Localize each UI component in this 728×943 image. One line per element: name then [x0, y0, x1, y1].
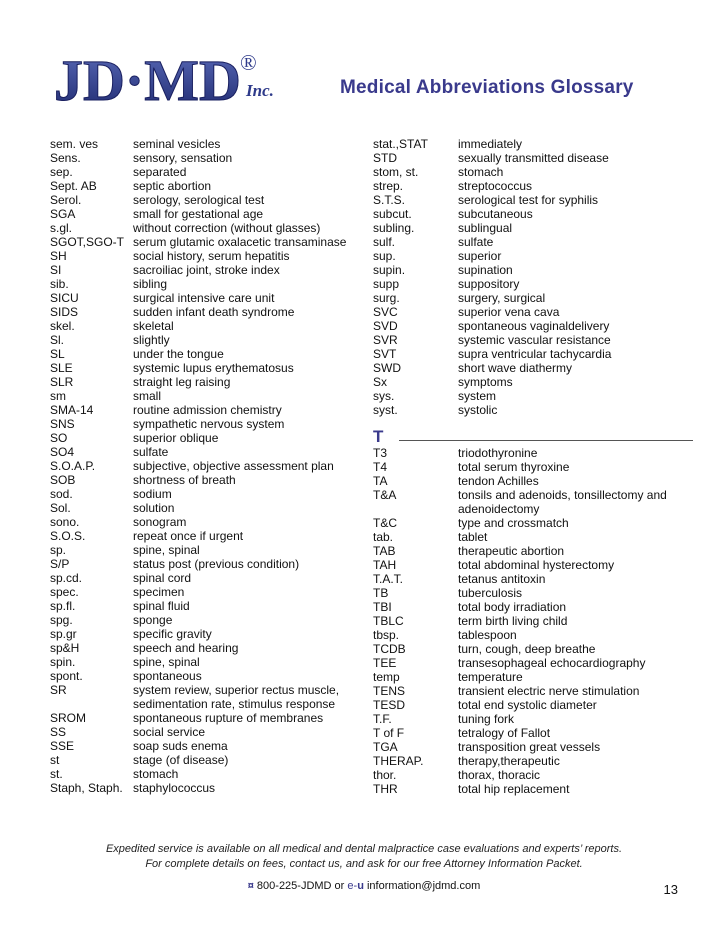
entry-definition: status post (previous condition) — [133, 557, 300, 571]
glossary-entry — [50, 417, 360, 431]
entry-definition: slightly — [133, 333, 170, 347]
glossary-entry — [373, 656, 693, 670]
entry-abbreviation: Staph, Staph. — [50, 781, 123, 795]
glossary-entry — [373, 726, 693, 740]
entry-definition: speech and hearing — [133, 641, 239, 655]
glossary-entry — [373, 403, 693, 417]
entry-definition: tuberculosis — [458, 586, 523, 600]
company-logo — [50, 40, 320, 120]
entry-definition: sodium — [133, 487, 172, 501]
glossary-entry — [373, 782, 693, 796]
entry-abbreviation: SOB — [50, 473, 76, 487]
glossary-entry — [50, 585, 360, 599]
glossary-entry — [373, 642, 693, 656]
glossary-entry — [50, 193, 360, 207]
entry-definition: soap suds enema — [133, 739, 228, 753]
entry-abbreviation: SS — [50, 725, 67, 739]
glossary-entry — [50, 333, 360, 347]
entry-abbreviation: sys. — [373, 389, 395, 403]
entry-abbreviation: T&A — [373, 488, 397, 502]
entry-abbreviation: SGOT,SGO-T — [50, 235, 125, 249]
entry-abbreviation: skel. — [50, 319, 75, 333]
entry-abbreviation: SL — [50, 347, 65, 361]
entry-abbreviation: TAH — [373, 558, 397, 572]
glossary-entry — [373, 207, 693, 221]
entry-definition: total hip replacement — [458, 782, 570, 796]
entry-abbreviation: S.T.S. — [373, 193, 406, 207]
glossary-entry — [50, 137, 360, 151]
entry-abbreviation: Sl. — [50, 333, 65, 347]
glossary-entry — [373, 193, 693, 207]
entry-definition: sensory, sensation — [133, 151, 233, 165]
entry-definition: systemic vascular resistance — [458, 333, 611, 347]
glossary-entry — [373, 375, 693, 389]
entry-abbreviation: THR — [373, 782, 398, 796]
entry-abbreviation: T&C — [373, 516, 397, 530]
page-number: 13 — [663, 882, 678, 897]
entry-abbreviation: S/P — [50, 557, 70, 571]
entry-definition: total serum thyroxine — [458, 460, 570, 474]
entry-abbreviation: tab. — [373, 530, 394, 544]
entry-definition: therapy,therapeutic — [458, 754, 560, 768]
entry-abbreviation: SLE — [50, 361, 73, 375]
entry-definition: supra ventricular tachycardia — [458, 347, 612, 361]
entry-abbreviation: st. — [50, 767, 63, 781]
glossary-entry — [50, 445, 360, 459]
glossary-entry — [50, 291, 360, 305]
entry-definition: subjective, objective assessment plan — [133, 459, 334, 473]
logo-registered-mark: ® — [240, 50, 257, 75]
footer-line-2: For complete details on fees, contact us, and ask for our free Attorney Information Packet. — [145, 858, 583, 870]
entry-abbreviation: tbsp. — [373, 628, 400, 642]
glossary-entry — [50, 669, 360, 683]
entry-definition: sulfate — [458, 235, 494, 249]
entry-definition: spontaneous rupture of membranes — [133, 711, 324, 725]
entry-abbreviation: sp.fl. — [50, 599, 76, 613]
entry-definition: tetanus antitoxin — [458, 572, 546, 586]
glossary-entry — [50, 655, 360, 669]
entry-definition: specimen — [133, 585, 185, 599]
email-prefix: e- — [347, 880, 358, 892]
entry-abbreviation: sm — [50, 389, 66, 403]
entry-abbreviation: SWD — [373, 361, 401, 375]
glossary-entry — [50, 683, 360, 697]
entry-abbreviation: spin. — [50, 655, 76, 669]
entry-definition: system — [458, 389, 497, 403]
glossary-entry — [373, 544, 693, 558]
glossary-entry — [373, 347, 693, 361]
entry-definition: thorax, thoracic — [458, 768, 541, 782]
glossary-entry — [373, 670, 693, 684]
entry-definition: spine, spinal — [133, 543, 200, 557]
entry-abbreviation: supp — [373, 277, 400, 291]
glossary-entry — [373, 305, 693, 319]
entry-abbreviation: TENS — [373, 684, 406, 698]
entry-abbreviation: sp.cd. — [50, 571, 83, 585]
entry-abbreviation: sulf. — [373, 235, 396, 249]
entry-definition: tablet — [458, 530, 488, 544]
glossary-entry — [373, 333, 693, 347]
section-divider — [399, 430, 693, 441]
glossary-entry — [50, 277, 360, 291]
entry-definition: septic abortion — [133, 179, 212, 193]
entry-abbreviation: Sol. — [50, 501, 71, 515]
entry-definition: seminal vesicles — [133, 137, 221, 151]
entry-abbreviation: strep. — [373, 179, 404, 193]
entry-definition: sympathetic nervous system — [133, 417, 285, 431]
entry-definition: tendon Achilles — [458, 474, 539, 488]
page-title: Medical Abbreviations Glossary — [340, 77, 634, 98]
entry-abbreviation: Sept. AB — [50, 179, 97, 193]
entry-definition: symptoms — [458, 375, 513, 389]
entry-definition: spontaneous — [133, 669, 202, 683]
entry-definition: small — [133, 389, 162, 403]
glossary-entry — [373, 137, 693, 151]
entry-abbreviation: spg. — [50, 613, 73, 627]
entry-definition: sacroiliac joint, stroke index — [133, 263, 280, 277]
glossary-entry — [373, 460, 693, 474]
glossary-entry — [373, 586, 693, 600]
entry-abbreviation: SMA-14 — [50, 403, 94, 417]
glossary-entry — [373, 530, 693, 544]
entry-abbreviation: TAB — [373, 544, 396, 558]
entry-abbreviation: Sx — [373, 375, 388, 389]
entry-abbreviation: spec. — [50, 585, 79, 599]
entry-abbreviation: stom, st. — [373, 165, 419, 179]
glossary-entry — [50, 543, 360, 557]
glossary-entry — [50, 529, 360, 543]
entry-definition: spine, spinal — [133, 655, 200, 669]
entry-abbreviation: sono. — [50, 515, 80, 529]
entry-definition: serological test for syphilis — [458, 193, 599, 207]
entry-abbreviation: TBI — [373, 600, 392, 614]
glossary-entry — [50, 753, 360, 767]
entry-definition: shortness of breath — [133, 473, 236, 487]
phone-icon: ¤ — [247, 880, 254, 892]
entry-definition: supination — [458, 263, 513, 277]
entry-abbreviation: SO — [50, 431, 68, 445]
entry-abbreviation: SH — [50, 249, 67, 263]
entry-definition: solution — [133, 501, 175, 515]
entry-abbreviation: sep. — [50, 165, 73, 179]
entry-definition: tonsils and adenoids, tonsillectomy and adenoidectomy — [458, 488, 667, 516]
entry-abbreviation: syst. — [373, 403, 398, 417]
glossary-entry — [50, 515, 360, 529]
entry-definition: without correction (without glasses) — [133, 221, 321, 235]
right-glossary-column — [373, 137, 693, 796]
entry-abbreviation: TA — [373, 474, 388, 488]
entry-definition: transesophageal echocardiography — [458, 656, 646, 670]
entry-abbreviation: SI — [50, 263, 62, 277]
section-letter: T — [373, 427, 384, 446]
glossary-entry — [373, 600, 693, 614]
glossary-entry — [50, 431, 360, 445]
entry-definition: surgical intensive care unit — [133, 291, 275, 305]
entry-abbreviation: stat.,STAT — [373, 137, 428, 151]
entry-abbreviation: T of F — [373, 726, 405, 740]
entry-definition: transient electric nerve stimulation — [458, 684, 640, 698]
entry-abbreviation: Sens. — [50, 151, 81, 165]
entry-definition: sublingual — [458, 221, 513, 235]
glossary-entry — [50, 179, 360, 193]
entry-definition: repeat once if urgent — [133, 529, 244, 543]
entry-definition: serology, serological test — [133, 193, 265, 207]
glossary-entry — [373, 628, 693, 642]
entry-definition: system review, superior rectus muscle, — [133, 683, 340, 697]
entry-abbreviation: SLR — [50, 375, 74, 389]
entry-definition: type and crossmatch — [458, 516, 569, 530]
entry-abbreviation: sib. — [50, 277, 69, 291]
entry-definition: total abdominal hysterectomy — [458, 558, 615, 572]
entry-definition: separated — [133, 165, 187, 179]
glossary-entry — [50, 165, 360, 179]
entry-abbreviation: SNS — [50, 417, 75, 431]
entry-definition: sedimentation rate, stimulus response — [133, 697, 336, 711]
entry-abbreviation: TESD — [373, 698, 406, 712]
entry-definition: term birth living child — [458, 614, 568, 628]
entry-definition: sonogram — [133, 515, 187, 529]
glossary-entry — [373, 572, 693, 586]
glossary-entry — [50, 725, 360, 739]
entry-definition: systolic — [458, 403, 498, 417]
glossary-entry — [373, 179, 693, 193]
entry-definition: stomach — [458, 165, 504, 179]
entry-abbreviation: temp — [373, 670, 400, 684]
entry-abbreviation: SO4 — [50, 445, 75, 459]
entry-abbreviation: SVT — [373, 347, 397, 361]
entry-definition: superior oblique — [133, 431, 219, 445]
entry-definition: sulfate — [133, 445, 169, 459]
entry-definition: turn, cough, deep breathe — [458, 642, 596, 656]
glossary-entry — [50, 319, 360, 333]
glossary-entry — [373, 361, 693, 375]
glossary-entry — [373, 488, 693, 516]
glossary-entry — [50, 361, 360, 375]
entry-definition: serum glutamic oxalacetic transaminase — [133, 235, 347, 249]
entry-definition: streptococcus — [458, 179, 533, 193]
glossary-entry — [373, 516, 693, 530]
entry-abbreviation: SIDS — [50, 305, 79, 319]
entry-abbreviation: S.O.S. — [50, 529, 86, 543]
entry-abbreviation: st — [50, 753, 60, 767]
glossary-entry — [373, 446, 693, 460]
entry-definition: suppository — [458, 277, 520, 291]
glossary-entry — [373, 684, 693, 698]
entry-definition: surgery, surgical — [458, 291, 546, 305]
entry-definition: sexually transmitted disease — [458, 151, 609, 165]
glossary-entry — [50, 739, 360, 753]
entry-definition: sibling — [133, 277, 168, 291]
glossary-entry — [50, 235, 360, 249]
glossary-entry — [50, 459, 360, 473]
entry-definition: staphylococcus — [133, 781, 216, 795]
entry-abbreviation: sp&H — [50, 641, 80, 655]
glossary-entry — [373, 698, 693, 712]
glossary-entry — [50, 347, 360, 361]
entry-abbreviation: T.A.T. — [373, 572, 404, 586]
entry-definition: straight leg raising — [133, 375, 231, 389]
glossary-entry — [50, 697, 360, 711]
glossary-entry — [50, 375, 360, 389]
glossary-entry — [50, 711, 360, 725]
entry-definition: spinal cord — [133, 571, 192, 585]
glossary-entry — [50, 151, 360, 165]
glossary-entry — [50, 557, 360, 571]
entry-abbreviation: TCDB — [373, 642, 406, 656]
entry-abbreviation: T.F. — [373, 712, 392, 726]
t-entries — [373, 446, 693, 796]
entry-abbreviation: SICU — [50, 291, 79, 305]
entry-definition: superior vena cava — [458, 305, 560, 319]
entry-definition: routine admission chemistry — [133, 403, 282, 417]
glossary-entry — [50, 641, 360, 655]
glossary-entry — [373, 389, 693, 403]
glossary-entry — [50, 403, 360, 417]
section-header-t — [373, 426, 693, 444]
entry-abbreviation: s.gl. — [50, 221, 73, 235]
glossary-entry — [50, 767, 360, 781]
entry-definition: skeletal — [133, 319, 174, 333]
glossary-entry — [373, 614, 693, 628]
entry-abbreviation: SGA — [50, 207, 76, 221]
s-entries-continued — [373, 137, 693, 417]
glossary-entry — [50, 571, 360, 585]
entry-definition: under the tongue — [133, 347, 224, 361]
entry-definition: social history, serum hepatitis — [133, 249, 290, 263]
footer-line-1: Expedited service is available on all medical and dental malpractice case evaluations and experts’ reports. — [105, 843, 623, 855]
glossary-entry — [50, 249, 360, 263]
entry-definition: spontaneous vaginaldelivery — [458, 319, 610, 333]
phone-number: 800-225-JDMD or — [256, 880, 345, 892]
entry-abbreviation: spont. — [50, 669, 83, 683]
glossary-entry — [50, 263, 360, 277]
entry-definition: therapeutic abortion — [458, 544, 565, 558]
entry-definition: tetralogy of Fallot — [458, 726, 551, 740]
entry-definition: systemic lupus erythematosus — [133, 361, 294, 375]
entry-abbreviation: subling. — [373, 221, 415, 235]
entry-definition: spinal fluid — [133, 599, 190, 613]
entry-abbreviation: S.O.A.P. — [50, 459, 96, 473]
glossary-entry — [373, 221, 693, 235]
entry-abbreviation: TBLC — [373, 614, 404, 628]
glossary-entry — [373, 277, 693, 291]
glossary-entry — [50, 305, 360, 319]
entry-definition: tablespoon — [458, 628, 517, 642]
email-address[interactable]: information@jdmd.com — [366, 880, 481, 892]
glossary-entry — [50, 599, 360, 613]
glossary-entry — [50, 627, 360, 641]
entry-abbreviation: subcut. — [373, 207, 412, 221]
entry-definition: subcutaneous — [458, 207, 533, 221]
entry-abbreviation: TGA — [373, 740, 398, 754]
glossary-entry — [373, 558, 693, 572]
glossary-entry — [373, 291, 693, 305]
entry-definition: stomach — [133, 767, 179, 781]
entry-abbreviation: SVD — [373, 319, 398, 333]
entry-definition: short wave diathermy — [458, 361, 573, 375]
entry-abbreviation: T4 — [373, 460, 388, 474]
glossary-entry — [50, 613, 360, 627]
entry-definition: sudden infant death syndrome — [133, 305, 295, 319]
glossary-entry — [373, 165, 693, 179]
entry-abbreviation: TEE — [373, 656, 397, 670]
jdmd-logo-graphic — [50, 40, 320, 120]
entry-definition: triodothyronine — [458, 446, 538, 460]
glossary-entry — [50, 221, 360, 235]
glossary-entry — [50, 473, 360, 487]
entry-abbreviation: supin. — [373, 263, 406, 277]
entry-abbreviation: SVC — [373, 305, 398, 319]
glossary-entry — [373, 151, 693, 165]
entry-definition: small for gestational age — [133, 207, 264, 221]
entry-abbreviation: Serol. — [50, 193, 82, 207]
glossary-entry — [373, 474, 693, 488]
glossary-entry — [373, 712, 693, 726]
entry-abbreviation: surg. — [373, 291, 400, 305]
entry-abbreviation: sup. — [373, 249, 396, 263]
entry-definition: sponge — [133, 613, 173, 627]
entry-definition: immediately — [458, 137, 523, 151]
glossary-entry — [50, 781, 360, 795]
glossary-entry — [50, 487, 360, 501]
entry-abbreviation: T3 — [373, 446, 388, 460]
glossary-entry — [373, 754, 693, 768]
entry-abbreviation: thor. — [373, 768, 397, 782]
entry-abbreviation: sp. — [50, 543, 67, 557]
entry-definition: temperature — [458, 670, 523, 684]
email-icon: u — [357, 880, 364, 892]
entry-abbreviation: SVR — [373, 333, 398, 347]
glossary-entry — [50, 207, 360, 221]
glossary-entry — [373, 740, 693, 754]
left-glossary-column — [50, 137, 360, 795]
entry-abbreviation: sp.gr — [50, 627, 77, 641]
entry-abbreviation: SROM — [50, 711, 86, 725]
footer-note — [0, 842, 728, 872]
entry-abbreviation: STD — [373, 151, 397, 165]
logo-wordmark: JD·MD — [54, 48, 241, 113]
glossary-entry — [373, 319, 693, 333]
entry-abbreviation — [50, 697, 133, 711]
entry-abbreviation: sod. — [50, 487, 73, 501]
glossary-entry — [373, 235, 693, 249]
entry-definition: stage (of disease) — [133, 753, 229, 767]
entry-abbreviation: sem. ves — [50, 137, 99, 151]
entry-abbreviation: TB — [373, 586, 389, 600]
glossary-entry — [373, 768, 693, 782]
entry-definition: tuning fork — [458, 712, 515, 726]
entry-definition: superior — [458, 249, 502, 263]
entry-definition: specific gravity — [133, 627, 212, 641]
contact-line — [0, 880, 728, 892]
entry-abbreviation: SSE — [50, 739, 75, 753]
logo-suffix: Inc. — [246, 81, 274, 100]
glossary-entry — [373, 249, 693, 263]
entry-abbreviation: THERAP. — [373, 754, 424, 768]
glossary-entry — [50, 501, 360, 515]
entry-definition: total end systolic diameter — [458, 698, 597, 712]
entry-definition: transposition great vessels — [458, 740, 601, 754]
glossary-entry — [50, 389, 360, 403]
entry-definition: social service — [133, 725, 206, 739]
entry-definition: total body irradiation — [458, 600, 567, 614]
entry-abbreviation: SR — [50, 683, 67, 697]
glossary-entry — [373, 263, 693, 277]
